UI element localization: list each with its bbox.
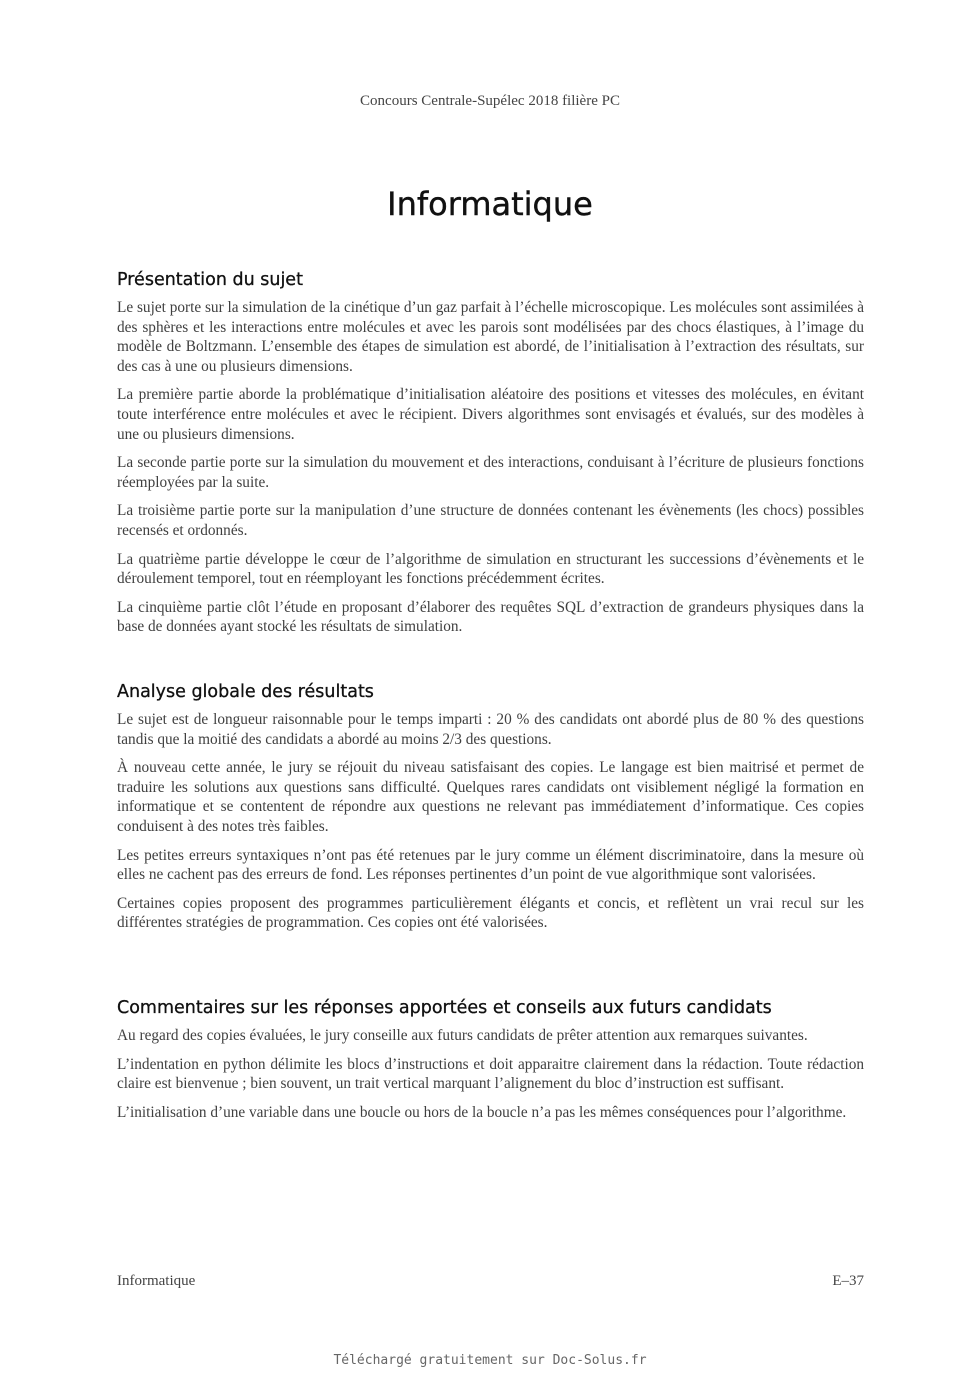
section-heading: Analyse globale des résultats: [117, 682, 374, 702]
section-presentation: [117, 270, 864, 646]
paragraph: La première partie aborde la problématique d’initialisation aléatoire des positions et vitesses des molécules, en évitant toute interférence entre molécules et avec le récipient. Divers algorithmes sont envisagés et évalués, sur des modèles à une ou plusieurs dimensions.: [117, 386, 864, 443]
paragraph: Au regard des copies évaluées, le jury conseille aux futurs candidats de prêter attention aux remarques suivantes.: [117, 1027, 808, 1044]
section-analyse: [117, 682, 864, 942]
running-header: Concours Centrale-Supélec 2018 filière PC: [360, 93, 620, 109]
paragraph: Le sujet porte sur la simulation de la cinétique d’un gaz parfait à l’échelle microscopique. Les molécules sont assimilées à des sphères et les interactions entre molécules et avec les parois sont modélisées par des chocs élastiques, à l’image du modèle de Boltzmann. L’ensemble des étapes de simulation est abordé, de l’initialisation à l’extraction des résultats, sur des cas à une ou plusieurs dimensions.: [117, 299, 864, 375]
watermark: Téléchargé gratuitement sur Doc-Solus.fr: [333, 1353, 647, 1368]
section-heading: Présentation du sujet: [117, 270, 303, 290]
section-heading: Commentaires sur les réponses apportées et conseils aux futurs candidats: [117, 998, 772, 1018]
paragraph: Certaines copies proposent des programmes particulièrement élégants et concis, et reflètent un vrai recul sur les différentes stratégies de programmation. Ces copies ont été valorisées.: [117, 894, 864, 932]
paragraph: La quatrième partie développe le cœur de l’algorithme de simulation en structurant les successions d’évènements et le déroulement temporel, tout en réemployant les fonctions précédemment écrites.: [117, 550, 864, 588]
paragraph: La cinquième partie clôt l’étude en proposant d’élaborer des requêtes SQL d’extraction de grandeurs physiques dans la base de données ayant stocké les résultats de simulation.: [117, 598, 864, 636]
paragraph: La troisième partie porte sur la manipulation d’une structure de données contenant les évènements (les chocs) possibles recensés et ordonnés.: [117, 502, 864, 539]
section-commentaires: [117, 998, 864, 1131]
paragraph: La seconde partie porte sur la simulation du mouvement et des interactions, conduisant à l’écriture de plusieurs fonctions réemployées par la suite.: [117, 454, 864, 491]
page-title: Informatique: [387, 185, 593, 223]
paragraph: À nouveau cette année, le jury se réjouit du niveau satisfaisant des copies. Le langage est bien maitrisé et permet de traduire les solutions aux questions sans difficulté. Quelques rares candidats ont visiblement négligé la formation en informatique et se contentent de répondre aux questions ne relevant pas immédiatement d’informatique. Ces copies conduisent à des notes très faibles.: [117, 759, 864, 835]
footer-subject: Informatique: [117, 1273, 196, 1289]
paragraph: L’initialisation d’une variable dans une boucle ou hors de la boucle n’a pas les mêmes conséquences pour l’algorithme.: [117, 1103, 847, 1121]
paragraph: Les petites erreurs syntaxiques n’ont pas été retenues par le jury comme un élément discriminatoire, dans la mesure où elles ne cachent pas des erreurs de fond. Les réponses pertinentes d’un point de vue algorithmique sont valorisées.: [117, 846, 864, 884]
paragraph: L’indentation en python délimite les blocs d’instructions et doit apparaitre clairement dans la rédaction. Toute rédaction claire est bienvenue ; bien souvent, un trait vertical marquant l’alignement du bloc d’instruction est suffisant.: [117, 1055, 864, 1093]
footer-page-number: E–37: [832, 1273, 864, 1289]
paragraph: Le sujet est de longueur raisonnable pour le temps imparti : 20 % des candidats ont abordé plus de 80 % des questions tandis que la moitié des candidats a abordé au moins 2/3 des questions.: [117, 711, 864, 748]
